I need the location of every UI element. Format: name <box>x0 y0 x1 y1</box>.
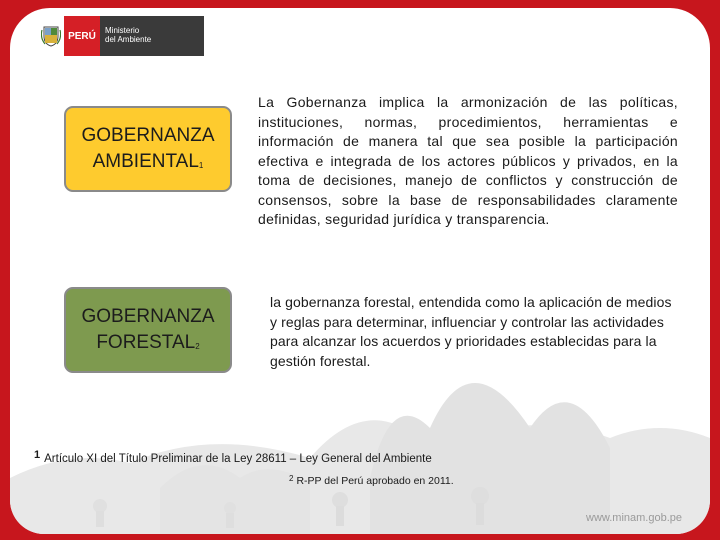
footnote-mark: 2 <box>289 474 294 483</box>
concept-box-forestal <box>64 287 232 373</box>
concept-title-line1: GOBERNANZA <box>81 125 215 146</box>
concept-title-text: FORESTAL <box>96 332 196 353</box>
concept-title-line1: GOBERNANZA <box>81 306 215 327</box>
coat-of-arms-icon <box>38 16 64 56</box>
concept-title-text: AMBIENTAL <box>92 151 199 172</box>
ministry-name-line2: del Ambiente <box>105 35 152 44</box>
concept-title-line2 <box>93 149 204 175</box>
footnote-text: Artículo XI del Título Preliminar de la Ley 28611 – Ley General del Ambiente <box>44 453 432 465</box>
concept-box-ambiental <box>64 106 232 192</box>
footnote-mark: 1 <box>34 449 41 461</box>
peru-brand: PERÚ <box>64 16 100 56</box>
footnote-1 <box>34 449 432 465</box>
footnote-text: R-PP del Perú aprobado en 2011. <box>296 475 454 487</box>
ministry-name <box>100 16 204 56</box>
definition-ambiental: La Gobernanza implica la armonización de las políticas, instituciones, normas, procedimientos, herramientas e información de manera tal que sea posible la participación efectiva e integrada de los actores públicos y privados, en la toma de decisiones, manejo de conflictos y construcción de consensos, sobre la base de responsabilidades claramente definidas, seguridad jurídica y transparencia. <box>258 94 678 227</box>
footnote-2 <box>289 475 454 487</box>
website-url: www.minam.gob.pe <box>586 512 682 524</box>
ministry-logo <box>38 16 204 56</box>
ministry-name-line1: Ministerio <box>105 26 140 35</box>
footnote-ref: 1 <box>198 161 204 170</box>
footnote-ref: 2 <box>195 342 200 351</box>
concept-title-line2 <box>96 330 199 356</box>
definition-forestal: la gobernanza forestal, entendida como la aplicación de medios y reglas para determinar, influenciar y controlar las actividades para alcanzar los acuerdos y prioridades establecidas para la gestión forestal. <box>270 294 672 369</box>
